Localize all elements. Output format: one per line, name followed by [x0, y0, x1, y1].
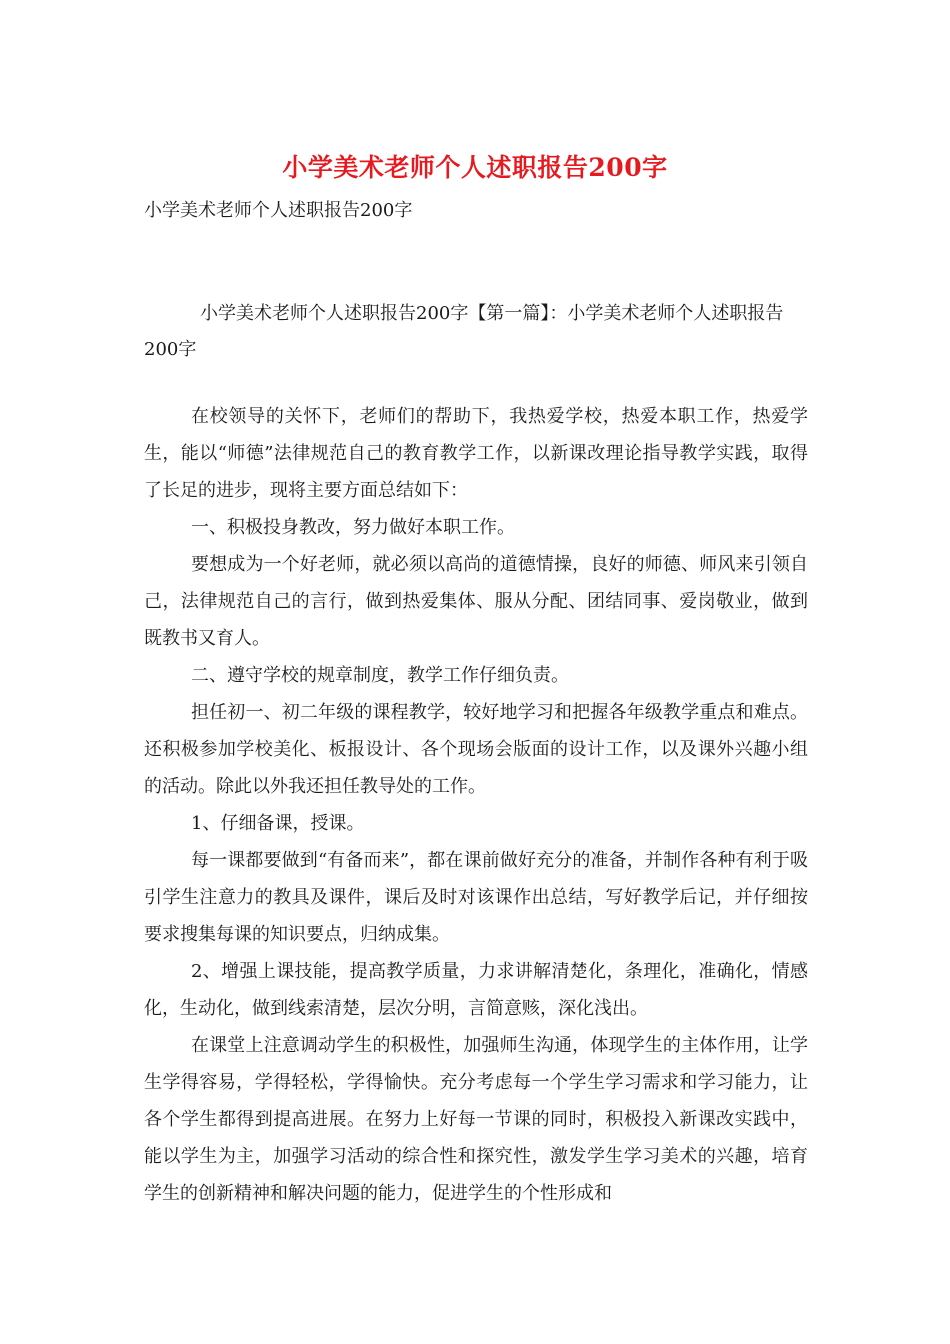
paragraph-3: 每一课都要做到“有备而来”，都在课前做好充分的准备，并制作各种有利于吸引学生注意力的教具及课件，课后及时对该课作出总结，写好教学后记，并仔细按要求搜集每课的知识要点，归纳成集。 — [144, 850, 808, 945]
paragraph-2: 担任初一、初二年级的课程教学，较好地学习和把握各年级教学重点和难点。还积极参加学校美化、板报设计、各个现场会版面的设计工作，以及课外兴趣小组的活动。除此以外我还担任教导处的工作。 — [144, 702, 808, 797]
paragraph-1: 要想成为一个好老师，就必须以高尚的道德情操，良好的师德、师风来引领自己，法律规范自己的言行，做到热爱集体、服从分配、团结同事、爱岗敬业，做到既教书又育人。 — [144, 554, 808, 649]
paragraph-intro: 在校领导的关怀下，老师们的帮助下，我热爱学校，热爱本职工作，热爱学生，能以“师德”法律规范自己的教育教学工作，以新课改理论指导教学实践，取得了长足的进步，现将主要方面总结如下： — [144, 406, 808, 501]
article-body — [144, 398, 808, 1212]
section-heading-1: 一、积极投身教改，努力做好本职工作。 — [191, 517, 515, 538]
subsection-heading-2: 2、增强上课技能，提高教学质量，力求讲解清楚化，条理化，准确化，情感化，生动化，做到线索清楚，层次分明，言简意赅，深化浅出。 — [144, 961, 808, 1019]
document-subtitle: 小学美术老师个人述职报告200字 — [144, 200, 413, 221]
document-title: 小学美术老师个人述职报告200字 — [282, 153, 668, 182]
paragraph-4: 在课堂上注意调动学生的积极性，加强师生沟通，体现学生的主体作用，让学生学得容易，学得轻松，学得愉快。充分考虑每一个学生学习需求和学习能力，让各个学生都得到提高进展。在努力上好每一节课的同时，积极投入新课改实践中，能以学生为主，加强学习活动的综合性和探究性，激发学生学习美术的兴趣，培育学生的创新精神和解决问题的能力，促进学生的个性形成和 — [144, 1035, 808, 1204]
subsection-heading-1: 1、仔细备课，授课。 — [191, 813, 365, 834]
article-heading: 小学美术老师个人述职报告200字【第一篇】：小学美术老师个人述职报告200字 — [144, 303, 784, 360]
section-heading-2: 二、遵守学校的规章制度，教学工作仔细负责。 — [191, 665, 569, 686]
